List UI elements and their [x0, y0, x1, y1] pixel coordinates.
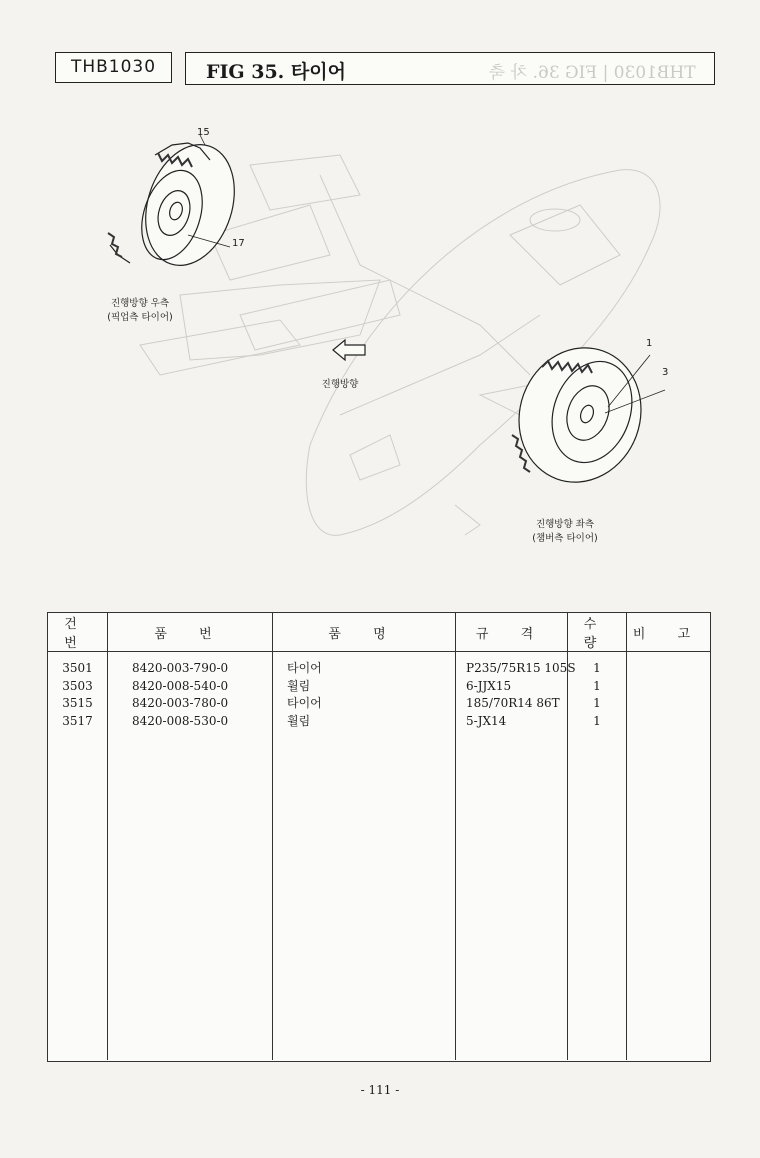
table-header-row — [48, 613, 711, 652]
col-header-name: 품 명 — [273, 613, 456, 652]
table-cell-qty: 1 — [593, 661, 601, 675]
tire-right-illustration — [108, 133, 249, 277]
part-no-column — [108, 652, 273, 1061]
callout-3: 3 — [662, 367, 669, 378]
table-cell-no: 3501 — [62, 661, 93, 675]
left-tire-caption-line2: (챔버측 타이어) — [532, 533, 598, 544]
callout-17: 17 — [232, 238, 245, 249]
table-bottom-border — [48, 1060, 711, 1062]
no-column — [48, 652, 108, 1061]
page-number: - 111 - — [360, 1083, 400, 1097]
model-code: THB1030 — [55, 52, 172, 83]
tire-left-illustration — [500, 331, 665, 500]
callout-1: 1 — [646, 338, 653, 349]
right-tire-caption-line1: 진행방향 우측 — [110, 298, 170, 309]
note-column — [627, 652, 711, 1061]
col-header-qty: 수 량 — [568, 613, 627, 652]
col-header-no: 건 번 — [48, 613, 108, 652]
table-cell-part-no: 8420-008-540-0 — [132, 678, 229, 693]
left-tire-caption — [515, 518, 615, 546]
figure-title-box — [185, 52, 715, 85]
right-tire-caption — [80, 297, 200, 325]
table-cell-name: 휠림 — [287, 713, 311, 728]
table-cell-spec: 6-JJX15 — [466, 678, 512, 693]
qty-column — [568, 652, 627, 1061]
table-cell-no: 3503 — [62, 678, 93, 693]
table-cell-qty: 1 — [593, 713, 601, 728]
callout-15: 15 — [197, 127, 210, 138]
table-cell-name: 타이어 — [287, 696, 322, 710]
table-cell-spec: P235/75R15 105S — [466, 661, 576, 675]
tire-assembly-diagram — [60, 115, 700, 565]
table-cell-part-no: 8420-003-780-0 — [132, 696, 229, 710]
col-header-note: 비 고 — [627, 613, 711, 652]
table-cell-no: 3517 — [62, 713, 93, 728]
table-cell-no: 3515 — [62, 696, 93, 710]
direction-arrow-icon — [333, 340, 365, 360]
table-cell-name: 타이어 — [287, 661, 322, 675]
table-cell-qty: 1 — [593, 696, 601, 710]
table-cell-spec: 185/70R14 86T — [466, 696, 560, 710]
left-tire-caption-line1: 진행방향 좌측 — [535, 519, 595, 530]
table-cell-part-no: 8420-003-790-0 — [132, 661, 229, 675]
table-cell-part-no: 8420-008-530-0 — [132, 713, 229, 728]
table-cell-spec: 5-JX14 — [466, 713, 507, 728]
table-body-row — [48, 652, 711, 1061]
spec-column — [456, 652, 576, 1061]
table-cell-qty: 1 — [593, 678, 601, 693]
parts-table — [47, 612, 711, 1062]
name-column — [273, 652, 456, 1061]
col-header-part-no: 품 번 — [108, 613, 273, 652]
table-cell-name: 휠림 — [287, 678, 311, 693]
figure-title: FIG 35. 타이어 — [206, 61, 346, 83]
direction-label: 진행방향 — [321, 379, 359, 390]
col-header-spec: 규 격 — [456, 613, 568, 652]
bleed-through-text: THB1030 | FIG 36. 차 축 — [489, 63, 696, 83]
right-tire-caption-line2: (픽업측 타이어) — [107, 312, 173, 323]
